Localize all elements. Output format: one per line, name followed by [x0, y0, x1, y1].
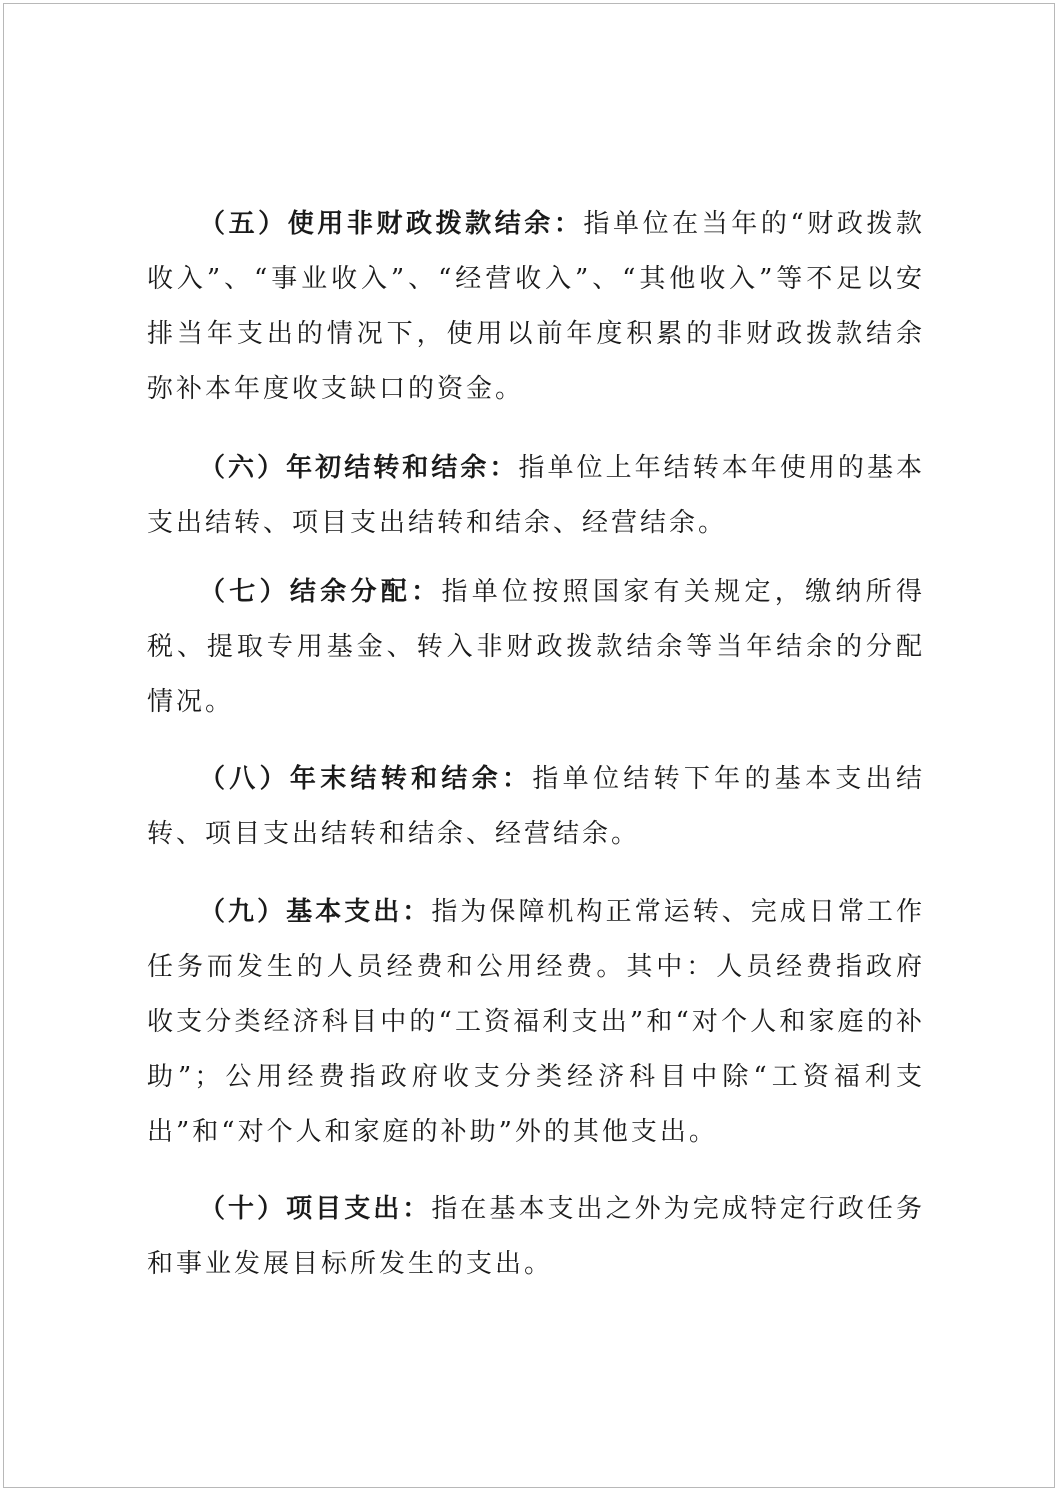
paragraph-8 [147, 752, 925, 862]
paragraph-7 [147, 565, 925, 730]
definition-text: 指单位在当年的“财政拨款收入”、“事业收入”、“经营收入”、“其他收入”等不足以安排当年支出的情况下，使用以前年度积累的非财政拨款结余弥补本年度收支缺口的资金。 [147, 209, 925, 404]
term-label: （七）结余分配： [199, 577, 442, 607]
term-label: （十）项目支出： [199, 1194, 432, 1224]
document-body [147, 197, 925, 1292]
paragraph-6 [147, 441, 925, 551]
definition-text: 指单位结转下年的基本支出结转、项目支出结转和结余、经营结余。 [147, 764, 925, 849]
definition-text: 指单位上年结转本年使用的基本支出结转、项目支出结转和结余、经营结余。 [147, 453, 925, 538]
term-label: （六）年初结转和结余： [199, 453, 519, 483]
definition-text: 指单位按照国家有关规定，缴纳所得税、提取专用基金、转入非财政拨款结余等当年结余的分配情况。 [147, 577, 925, 717]
term-label: （九）基本支出： [199, 897, 432, 927]
document-page [3, 3, 1055, 1488]
definition-text: 指在基本支出之外为完成特定行政任务和事业发展目标所发生的支出。 [147, 1194, 925, 1279]
paragraph-9 [147, 885, 925, 1160]
paragraph-10 [147, 1182, 925, 1292]
definition-text: 指为保障机构正常运转、完成日常工作任务而发生的人员经费和公用经费。其中：人员经费指政府收支分类经济科目中的“工资福利支出”和“对个人和家庭的补助”；公用经费指政府收支分类经济科目中除“工资福利支出”和“对个人和家庭的补助”外的其他支出。 [147, 897, 925, 1147]
term-label: （五）使用非财政拨款结余： [199, 209, 584, 239]
paragraph-5 [147, 197, 925, 417]
term-label: （八）年末结转和结余： [199, 764, 533, 794]
